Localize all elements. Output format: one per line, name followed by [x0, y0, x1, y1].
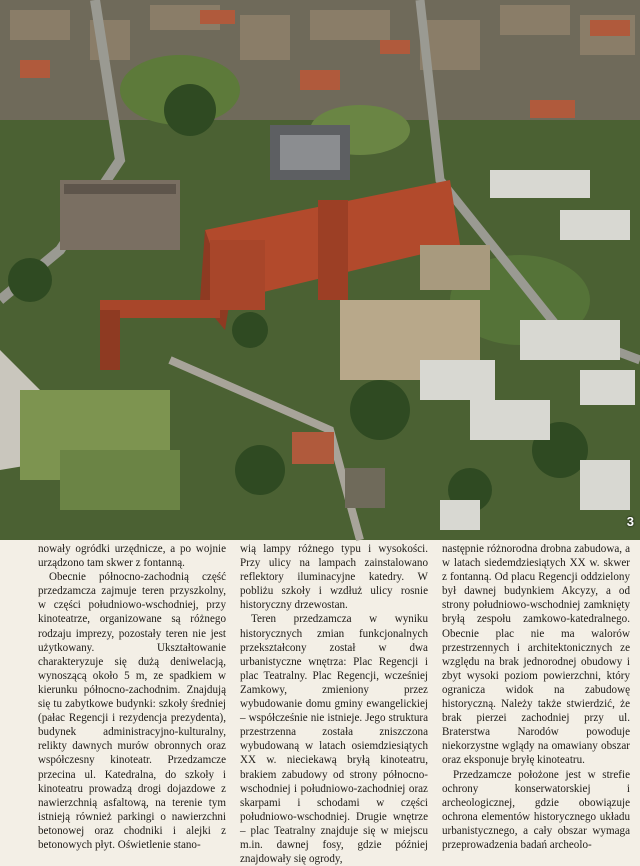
- text-column-1: [38, 542, 226, 851]
- text-columns: [38, 542, 630, 866]
- paragraph: wią lampy różnego typu i wysokości. Przy ulicy na lampach zainstalowano reflektory iluminacyjne katedry. W pobliżu szkoły i wzdłuż ulicy rosnie historyczny drzewostan.: [240, 543, 428, 612]
- paragraph: Przedzamcze położone jest w strefie ochrony konserwatorskiej i archeologicznej, gdzie obowiązuje ochrona elementów historycznego układu urbanistycznego, a cały obszar wymaga przeprowadzenia badań archeolo-: [442, 768, 630, 851]
- paragraph: nowały ogródki urzędnicze, a po wojnie urządzono tam skwer z fontanną.: [38, 543, 226, 570]
- paragraph: następnie różnorodna drobna zabudowa, a w latach siedemdziesiątych XX w. skwer z fontanną. Od placu Regencji oddzielony był dawnej budynkiem Akcyzy, a od strony południowo-wschodniej zamknięty bryłą zespołu zamkowo-katedralnego. Obecnie plac nie ma walorów przestrzennych i architektonicznych ze względu na brak jednorodnej obudowy i zbyt wysoki poziom powierzchni, który ogranicza widok na zabudowę historyczną. Należy także stwierdzić, że brak pierzei zachodniej przy ul. Braterstwa Narodów powoduje niekorzystne wglądy na omawiany obszar oraz eksponuje bryłę kinoteatru.: [442, 543, 630, 767]
- paragraph: Teren przedzamcza w wyniku historycznych zmian funkcjonalnych przekształcony został w dwa urbanistyczne wnętrza: Plac Regencji i plac Teatralny. Plac Regencji, wcześniej Zamkowy, zmieniony przez wybudowanie domu gminy ewangelickiej – współcześnie nie istnieje. Jego struktura przestrzenna została zniszczona wybudowaną w latach osiemdziesiątych XX w. nieciekawą bryłą kinoteatru, brakiem zabudowy od strony północno-wschodniej i południowo-zachodniej oraz skarpami i schodami w części południowo-wschodniej. Drugie wnętrze – plac Teatralny znajduje się w miejscu m.in. dawnej fosy, gdzie później znajdowały się ogrody,: [240, 613, 428, 866]
- paragraph: Obecnie północno-zachodnią część przedzamcza zajmuje teren przyszkolny, w części południowo-wschodniej, przy kinoteatrze, organizowane są różnego rodzaju imprezy, pozostały teren nie jest użytkowany. Ukształtowanie charakteryzuje się dużą deniwelacją, wynoszącą około 5 m, ze spadkiem w kierunku północno-zachodnim. Znajdują się tu zabytkowe budynki: szkoły średniej (pałac Regencji i rezydencja prezydenta), budynek administracyjno-kulturalny, relikty dawnych murów obronnych oraz współczesny kinoteatr. Przedzamcze przecina ul. Katedralna, do szkoły i kinoteatru prowadzą drogi dojazdowe z nawierzchnią asfaltową, na terenie tym istnieją również parkingi o nawierzchni betonowej oraz chodniki i alejki z betonowych płyt. Oświetlenie stano-: [38, 571, 226, 851]
- text-column-3: [442, 542, 630, 851]
- page-number: 3: [626, 514, 634, 529]
- text-column-2: [240, 542, 428, 866]
